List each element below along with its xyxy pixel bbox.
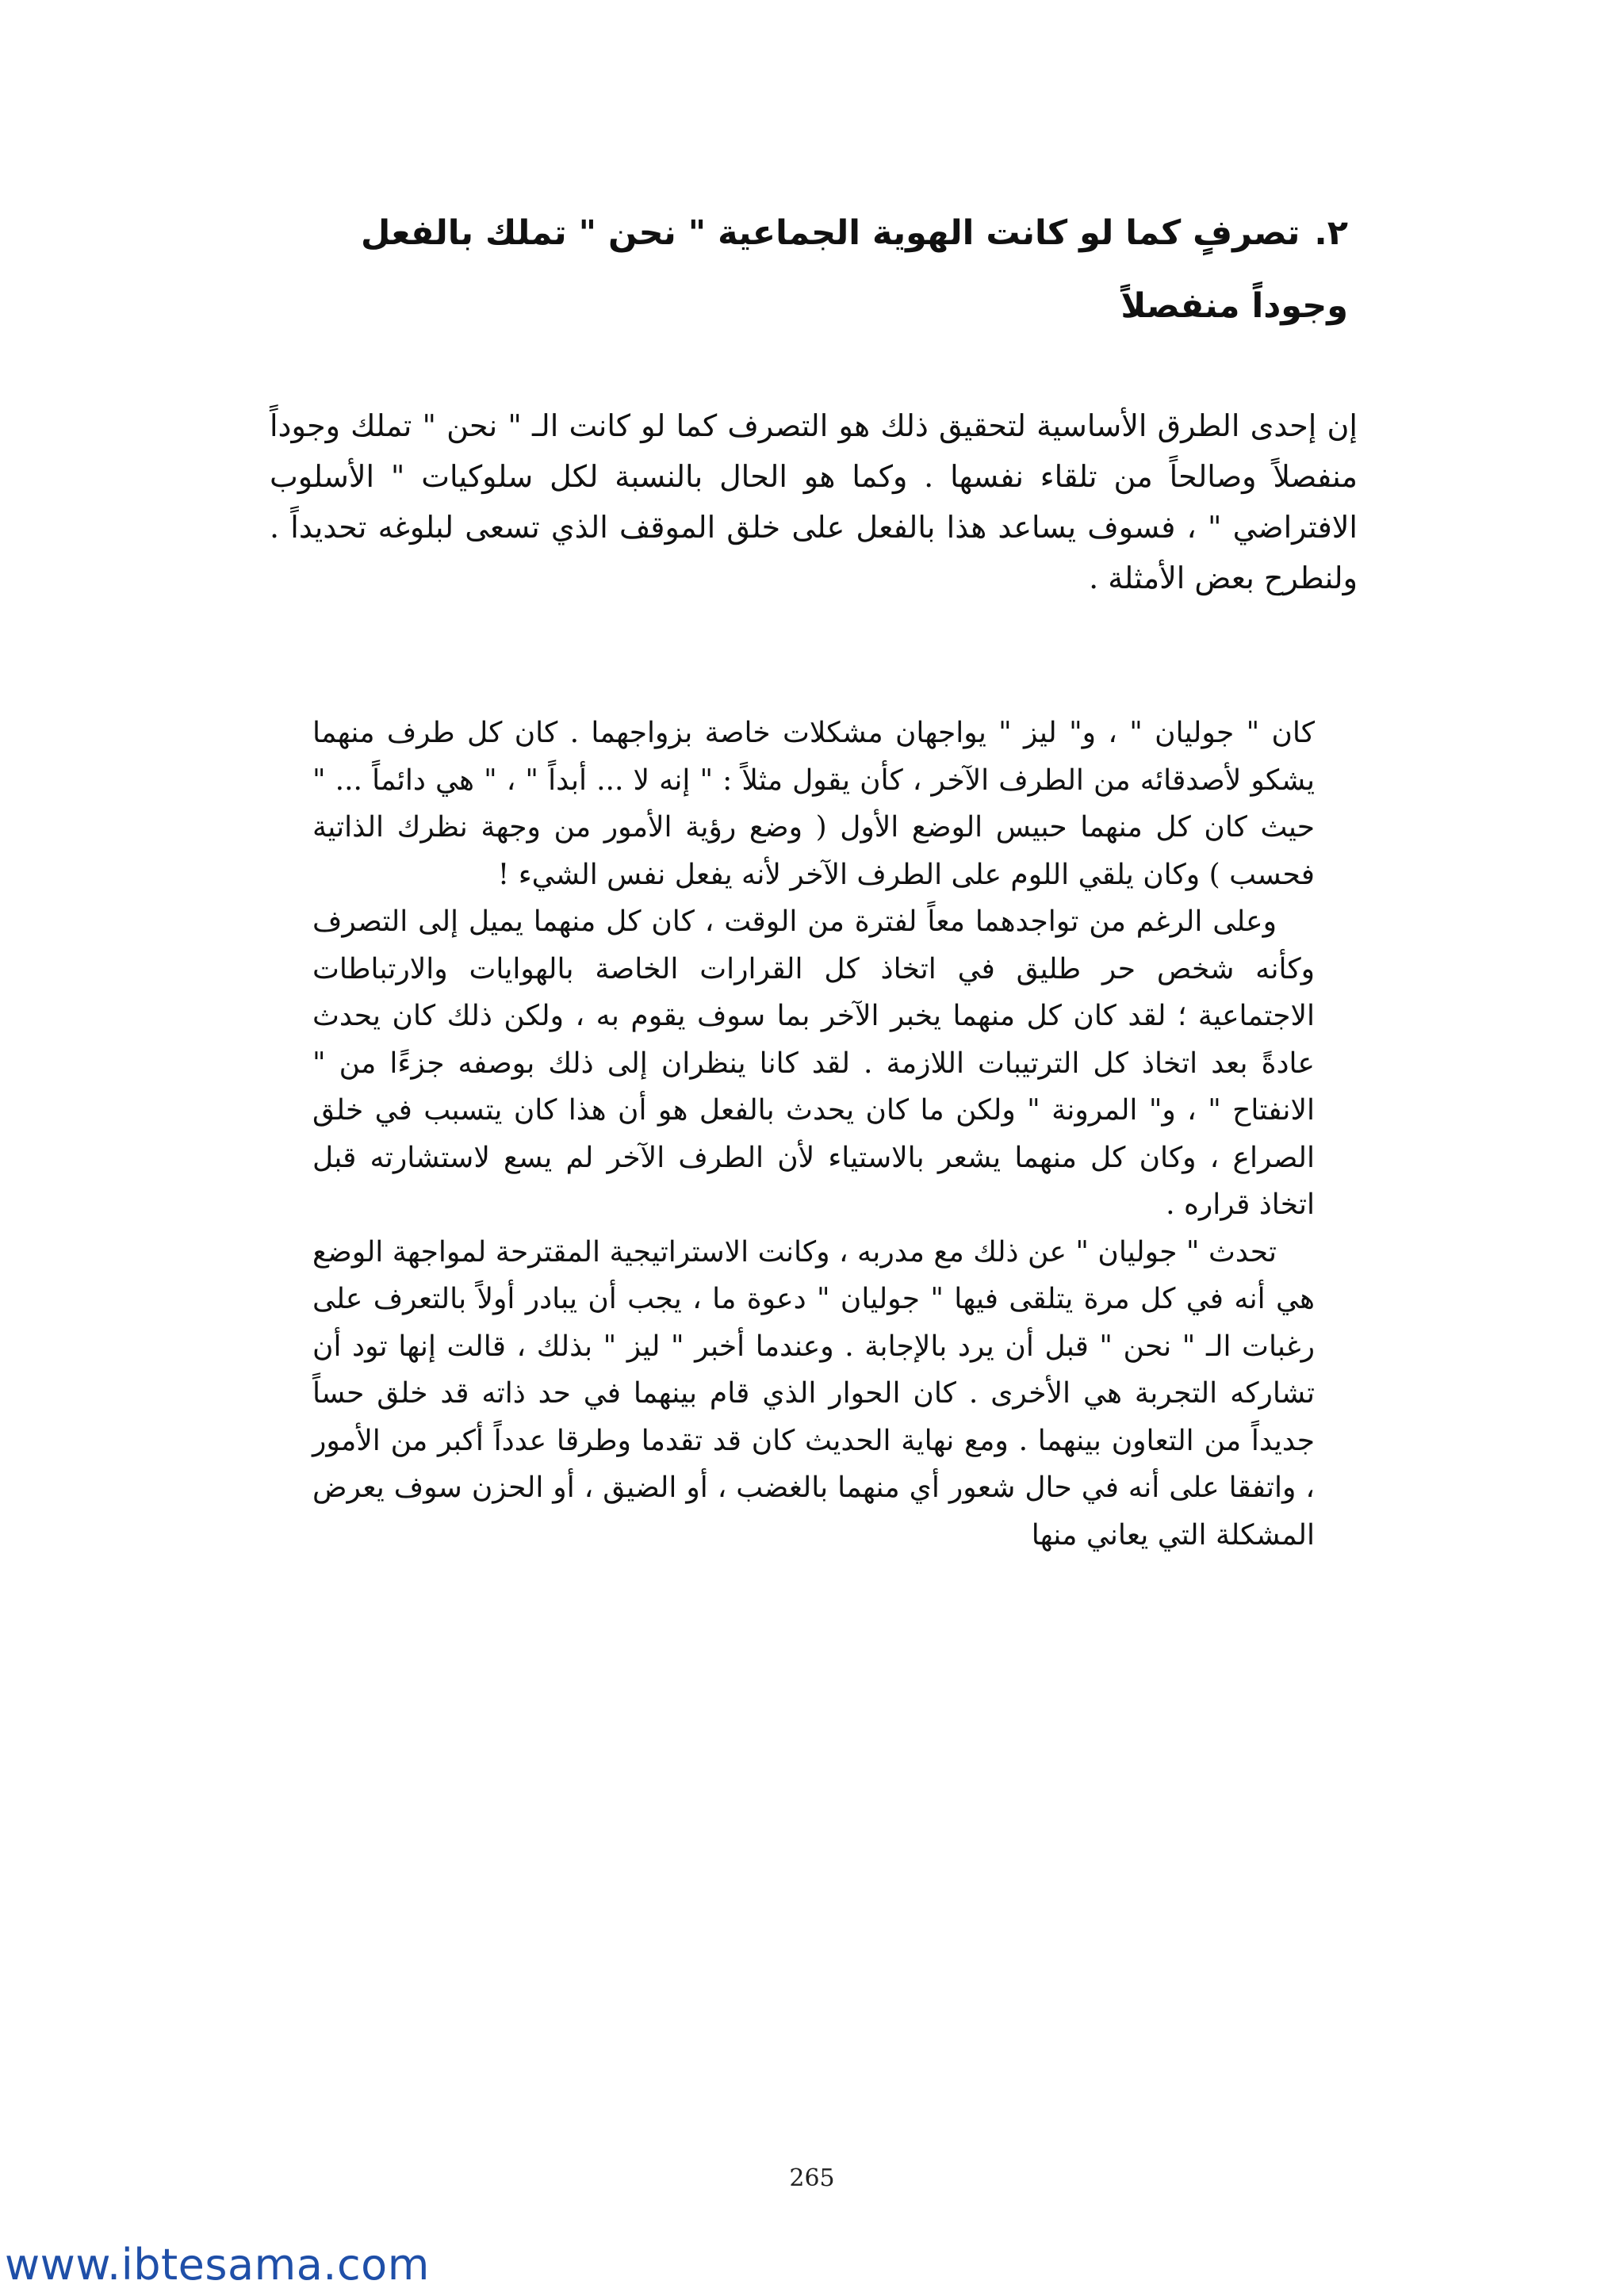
case-paragraph-1: كان " جوليان " ، و" ليز " يواجهان مشكلات خاصة بزواجهما . كان كل طرف منهما يشكو لأصدقائه من الطرف الآخر ، كأن يقول مثلاً : " إنه لا ... أبداً " ، " هي دائماً ... " حيث كان كل منهما حبيس الوضع الأول ( وضع رؤية الأمور من وجهة نظرك الذاتية فحسب ) وكان يلقي اللوم على الطرف الآخر لأنه يفعل نفس الشيء ! <box>312 717 1315 891</box>
section-title: تصرفٍ كما لو كانت الهوية الجماعية " نحن " تملك بالفعل وجوداً منفصلاً <box>361 213 1348 326</box>
section-heading <box>285 197 1348 342</box>
case-study-block <box>312 710 1315 1559</box>
page-number: 265 <box>789 2164 835 2192</box>
case-paragraph-2: وعلى الرغم من تواجدهما معاً لفترة من الوقت ، كان كل منهما يميل إلى التصرف وكأنه شخص حر طليق في اتخاذ كل القرارات الخاصة بالهوايات والارتباطات الاجتماعية ؛ لقد كان كل منهما يخبر الآخر بما سوف يقوم به ، ولكن ذلك كان يحدث عادةً بعد اتخاذ كل الترتيبات اللازمة . لقد كانا ينظران إلى ذلك بوصفه جزءًا من " الانفتاح " ، و" المرونة " ولكن ما كان يحدث بالفعل هو أن هذا كان يتسبب في خلق الصراع ، وكان كل منهما يشعر بالاستياء لأن الطرف الآخر لم يسع لاستشارته قبل اتخاذ قراره . <box>312 905 1315 1221</box>
intro-paragraph: إن إحدى الطرق الأساسية لتحقيق ذلك هو التصرف كما لو كانت الـ " نحن " تملك وجوداً منفصلاً وصالحاً من تلقاء نفسها . وكما هو الحال بالنسبة لكل سلوكيات " الأسلوب الافتراضي " ، فسوف يساعد هذا بالفعل على خلق الموقف الذي تسعى لبلوغه تحديداً . ولنطرح بعض الأمثلة . <box>270 408 1358 595</box>
case-paragraph-3: تحدث " جوليان " عن ذلك مع مدربه ، وكانت الاستراتيجية المقترحة لمواجهة الوضع هي أنه في كل مرة يتلقى فيها " جوليان " دعوة ما ، يجب أن يبادر أولاً بالتعرف على رغبات الـ " نحن " قبل أن يرد بالإجابة . وعندما أخبر " ليز " بذلك ، قالت إنها تود أن تشاركه التجربة هي الأخرى . كان الحوار الذي قام بينهما في حد ذاته قد خلق حساً جديداً من التعاون بينهما . ومع نهاية الحديث كان قد تقدما وطرقا عدداً أكبر من الأمور ، واتفقا على أنه في حال شعور أي منهما بالغضب ، أو الضيق ، أو الحزن سوف يعرض المشكلة التي يعاني منها <box>312 1235 1315 1552</box>
section-number: ٢. <box>1314 213 1348 253</box>
watermark-url: www.ibtesama.com <box>5 2240 430 2290</box>
